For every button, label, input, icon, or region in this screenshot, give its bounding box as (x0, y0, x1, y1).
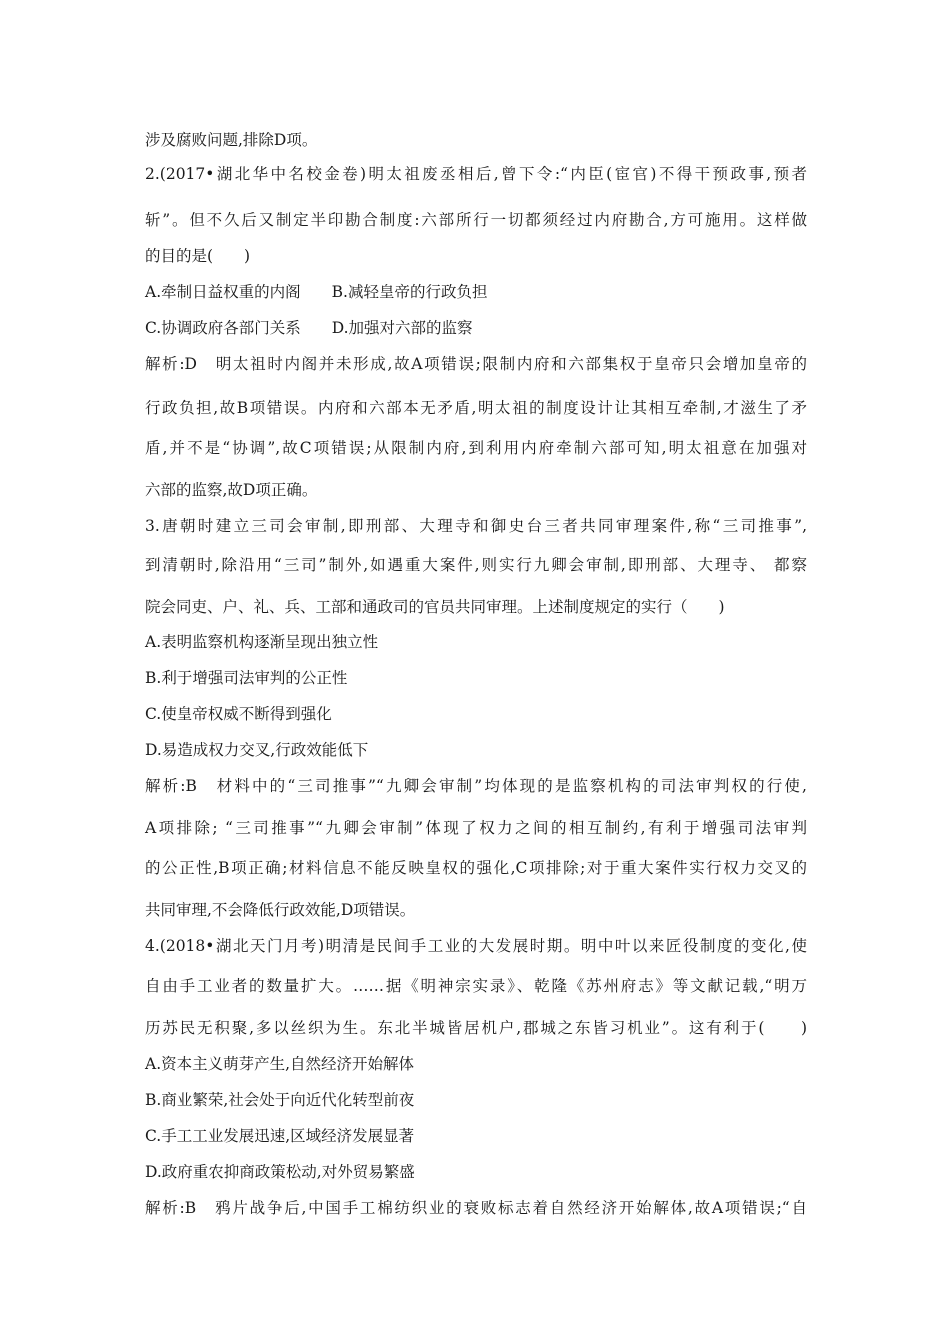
question-4-analysis: 解析:B 鸦片战争后,中国手工棉纺织业的衰败标志着自然经济开始解体,故A项错误;“自 (145, 1199, 807, 1217)
question-2-analysis: 盾,并不是“协调”,故C项错误;从限制内府,到利用内府牵制六部可知,明太祖意在加强对 (145, 439, 807, 457)
question-2-analysis: 六部的监察,故D项正确。 (145, 481, 318, 499)
question-3-analysis: 共同审理,不会降低行政效能,D项错误。 (145, 901, 416, 919)
question-3-option-b: B.利于增强司法审判的公正性 (145, 669, 348, 687)
question-4-option-b: B.商业繁荣,社会处于向近代化转型前夜 (145, 1091, 415, 1109)
question-4-option-a: A.资本主义萌芽产生,自然经济开始解体 (145, 1055, 415, 1073)
text-line: 涉及腐败问题,排除D项。 (145, 131, 318, 149)
question-2-options: A.牵制日益权重的内阁 B.减轻皇帝的行政负担 (145, 283, 488, 301)
question-3-stem: 到清朝时,除沿用“三司”制外,如遇重大案件,则实行九卿会审制,即刑部、大理寺、 都察 (145, 556, 807, 574)
question-4-option-c: C.手工工业发展迅速,区域经济发展显著 (145, 1127, 415, 1145)
question-2-stem: 斩”。但不久后又制定半印勘合制度:六部所行一切都须经过内府勘合,方可施用。这样做 (145, 211, 807, 229)
question-3-analysis: 解析:B 材料中的“三司推事”“九卿会审制”均体现的是监察机构的司法审判权的行使, (145, 777, 807, 795)
question-2-stem: 2.(2017•湖北华中名校金卷)明太祖废丞相后,曾下令:“内臣(宦官)不得干预政事,预者 (145, 165, 807, 183)
question-3-analysis: 的公正性,B项正确;材料信息不能反映皇权的强化,C项排除;对于重大案件实行权力交叉的 (145, 859, 807, 877)
question-2-analysis: 行政负担,故B项错误。内府和六部本无矛盾,明太祖的制度设计让其相互牵制,才滋生了矛 (145, 399, 807, 417)
question-3-option-d: D.易造成权力交叉,行政效能低下 (145, 741, 369, 759)
question-2-stem: 的目的是( ) (145, 247, 251, 265)
question-2-options: C.协调政府各部门关系 D.加强对六部的监察 (145, 319, 473, 337)
question-2-analysis: 解析:D 明太祖时内阁并未形成,故A项错误;限制内府和六部集权于皇帝只会增加皇帝的 (145, 355, 807, 373)
question-4-option-d: D.政府重农抑商政策松动,对外贸易繁盛 (145, 1163, 415, 1181)
question-3-stem: 3.唐朝时建立三司会审制,即刑部、大理寺和御史台三者共同审理案件,称“三司推事”, (145, 517, 807, 535)
question-3-option-c: C.使皇帝权威不断得到强化 (145, 705, 332, 723)
question-4-stem: 历苏民无积聚,多以丝织为生。东北半城皆居机户,郡城之东皆习机业”。这有利于( ) (145, 1019, 808, 1037)
question-3-analysis: A项排除; “三司推事”“九卿会审制”体现了权力之间的相互制约,有利于增强司法审判 (145, 819, 807, 837)
question-3-stem: 院会同吏、户、礼、兵、工部和通政司的官员共同审理。上述制度规定的实行（ ) (145, 598, 725, 616)
question-3-option-a: A.表明监察机构逐渐呈现出独立性 (145, 633, 379, 651)
question-4-stem: 4.(2018•湖北天门月考)明清是民间手工业的大发展时期。明中叶以来匠役制度的变化,使 (145, 937, 807, 955)
question-4-stem: 自由手工业者的数量扩大。……据《明神宗实录》、乾隆《苏州府志》等文献记载,“明万 (145, 977, 807, 995)
